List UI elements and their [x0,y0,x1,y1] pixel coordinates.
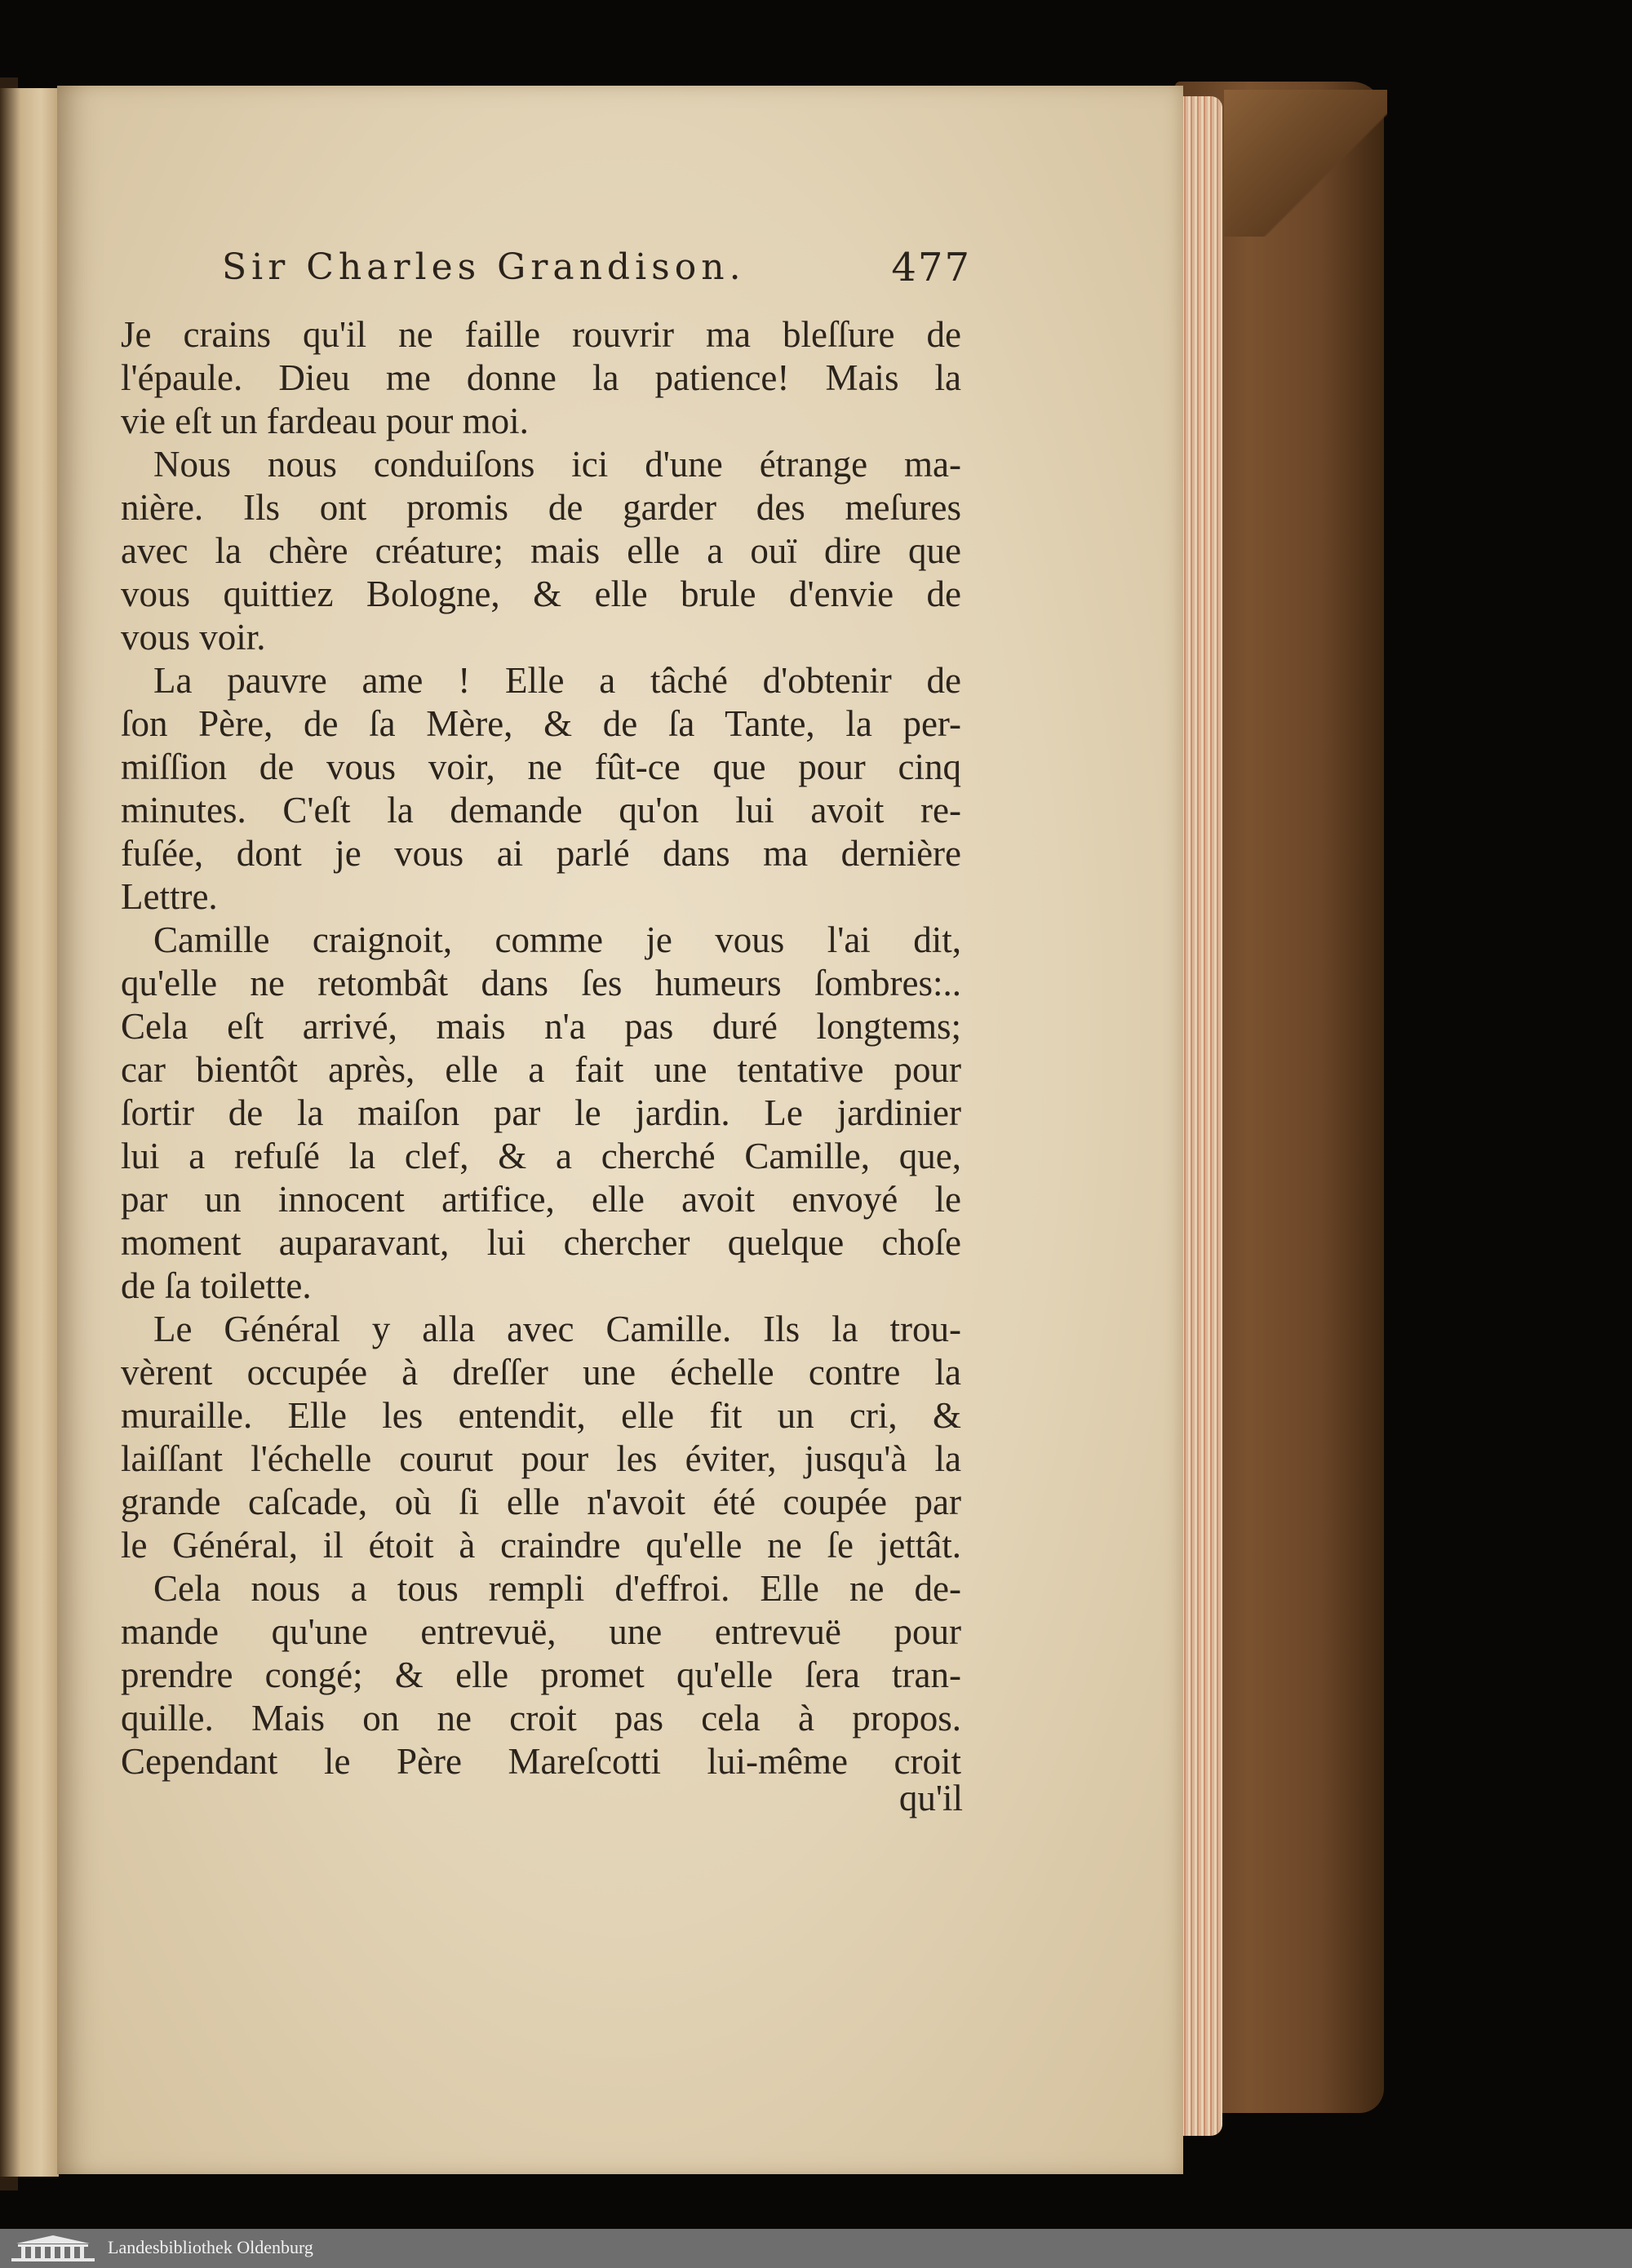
previous-page-edge [0,88,59,2177]
text-line: ſon Père, de ſa Mère, & de ſa Tante, la per- [121,703,961,744]
text-line: Cela nous a tous rempli d'effroi. Elle ne de- [153,1568,961,1609]
text-line: lui a refuſé la clef, & a cherché Camille, que, [121,1136,961,1176]
text-line: laiſſant l'échelle courut pour les éviter, jusqu'à la [121,1438,961,1479]
page-body-text [121,313,961,1783]
text-line: vie eſt un fardeau pour moi. [121,401,529,441]
text-line: La pauvre ame ! Elle a tâché d'obtenir de [153,660,961,701]
text-line: miſſion de vous voir, ne fût-ce que pour cinq [121,746,961,787]
footer-bar [0,2229,1632,2268]
library-building-icon [8,2234,98,2263]
text-line: Le Général y alla avec Camille. Ils la trou- [153,1309,961,1349]
text-line: mande qu'une entrevuë, une entrevuë pour [121,1611,961,1652]
text-line: Je crains qu'il ne faille rouvrir ma bleſſure de [121,314,961,355]
book-cover-corner [1224,90,1387,237]
text-line: nière. Ils ont promis de garder des meſures [121,487,961,528]
text-line: Cependant le Père Mareſcotti lui-même croit [121,1741,961,1782]
text-line: fuſée, dont je vous ai parlé dans ma dernière [121,833,961,874]
text-line: qu'elle ne retombât dans ſes humeurs ſombres:.. [121,963,961,1003]
text-line: par un innocent artifice, elle avoit envoyé le [121,1179,961,1220]
text-line: Camille craignoit, comme je vous l'ai dit, [153,919,961,960]
text-line: avec la chère créature; mais elle a ouï dire que [121,530,961,571]
text-line: Cela eſt arrivé, mais n'a pas duré longtems; [121,1006,961,1047]
footer-library-label: Landesbibliothek Oldenburg [108,2237,313,2257]
text-line: de ſa toilette. [121,1265,312,1306]
text-line: vous voir. [121,617,266,658]
catchword: qu'il [898,1778,963,1818]
text-line: l'épaule. Dieu me donne la patience! Mais la [121,357,961,398]
page-number: 477 [891,245,971,290]
text-line: Nous nous conduiſons ici d'une étrange ma- [153,444,961,485]
text-line: vous quittiez Bologne, & elle brule d'envie de [121,574,961,614]
text-line: ſortir de la maiſon par le jardin. Le jardinier [121,1092,961,1133]
text-line: grande caſcade, où ſi elle n'avoit été coupée par [121,1482,961,1522]
text-line: car bientôt après, elle a fait une tentative pour [121,1049,961,1090]
running-head-title: Sir Charles Grandison. [222,246,746,288]
text-line: moment auparavant, lui chercher quelque choſe [121,1222,961,1263]
text-line: prendre congé; & elle promet qu'elle ſera tran- [121,1654,961,1695]
text-line: quille. Mais on ne croit pas cela à propos. [121,1698,961,1739]
text-line: muraille. Elle les entendit, elle fit un cri, & [121,1395,961,1436]
text-line: le Général, il étoit à craindre qu'elle ne ſe jettât. [121,1525,961,1566]
text-line: Lettre. [121,876,218,917]
text-line: vèrent occupée à dreſſer une échelle contre la [121,1352,961,1393]
text-line: minutes. C'eſt la demande qu'on lui avoit re- [121,790,961,831]
